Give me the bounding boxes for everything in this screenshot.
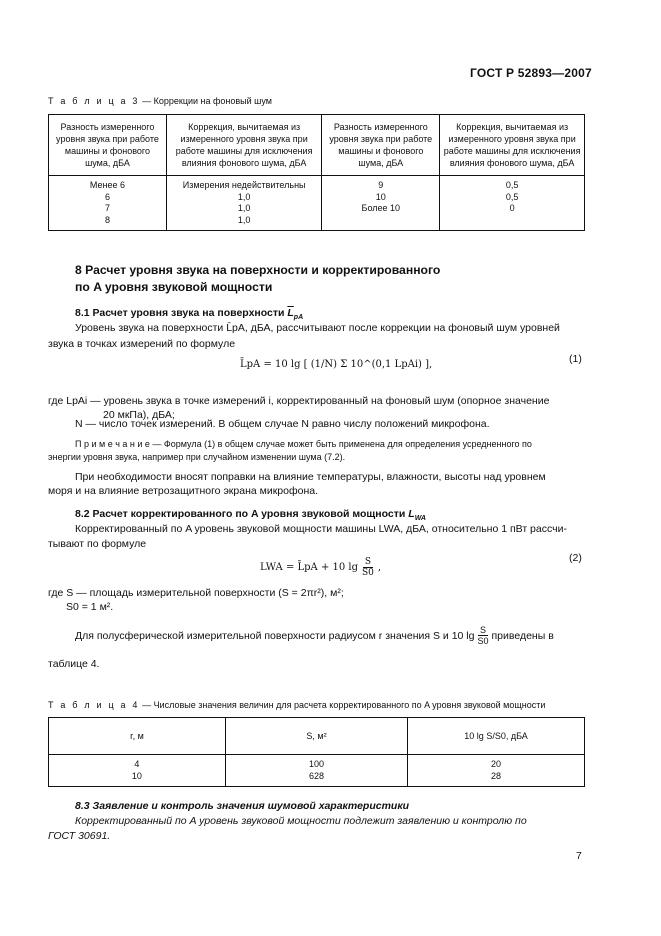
table3-header-cell: Коррекция, вычитаемая из измеренного уровня звука при работе машины для исключения влияния фонового шума, дБА — [166, 115, 321, 176]
s82-where-line1: где S — площадь измерительной поверхности (S = 2πr²), м²; — [48, 587, 344, 599]
table-cell: 100 — [308, 759, 324, 769]
s81-where-line1: где LpAi — уровень звука в точке измерений i, корректированный на фоновый шум (опорное значение — [48, 395, 550, 407]
table3 — [48, 114, 585, 231]
formula-2-tail: , — [377, 562, 382, 573]
page-number: 7 — [576, 850, 582, 862]
formula-2-lhs: LWA = L̄pA + 10 lg — [260, 562, 359, 573]
s82-paragraph2-line2: таблице 4. — [48, 658, 100, 670]
formula-2-number: (2) — [569, 552, 582, 564]
s81-paragraph1-line1: Уровень звука на поверхности L̄pA, дБА, рассчитывают после коррекции на фоновый шум уровней — [75, 322, 560, 334]
table4-header-row — [49, 718, 585, 755]
formula-2-numerator: S — [364, 557, 372, 567]
table3-header-cell: Разность измеренного уровня звука при работе машины и фонового шума, дБА — [49, 115, 167, 176]
s82-heading — [75, 508, 426, 523]
s81-paragraph1-line2: звука в точках измерений по формуле — [48, 338, 236, 350]
table4-caption-label: Т а б л и ц а 4 — [48, 700, 140, 710]
table-cell: 1,0 — [237, 203, 251, 213]
table4-caption — [48, 700, 545, 710]
table4-header-cell: r, м — [49, 718, 226, 755]
table-cell: 28 — [491, 770, 502, 781]
table-cell: Менее 6 — [89, 180, 125, 190]
s82-heading-symbol: L — [408, 508, 415, 520]
s81-note-line2: энергии уровня звука, например при случайном изменении шума (7.2). — [48, 452, 346, 462]
s82-paragraph1-line2: тывают по формуле — [48, 538, 147, 550]
s81-heading — [75, 307, 304, 322]
formula-1-number: (1) — [569, 353, 582, 365]
table-cell: 9 — [378, 180, 384, 190]
s83-heading: 8.3 Заявление и контроль значения шумовой характеристики — [75, 800, 410, 812]
table-cell: 628 — [308, 770, 324, 781]
table3-header-row — [49, 115, 585, 176]
table4-header-cell: S, м² — [225, 718, 407, 755]
table-cell: 0 — [509, 203, 515, 213]
table4-header-cell: 10 lg S/S0, дБА — [408, 718, 585, 755]
formula-2 — [260, 557, 381, 578]
table-cell: 6 — [104, 191, 110, 202]
table-cell: 0,5 — [505, 191, 519, 202]
s83-paragraph-line2: ГОСТ 30691. — [48, 830, 111, 842]
table4-caption-text: — Числовые значения величин для расчета корректированного по A уровня звуковой мощности — [142, 700, 546, 710]
s83-paragraph-line1: Корректированный по A уровень звуковой мощности подлежит заявлению и контролю по — [75, 815, 527, 827]
s82-inline-fraction — [477, 625, 488, 646]
s81-note-line1: П р и м е ч а н и е — Формула (1) в общем случае может быть применена для определения усредненного по — [75, 439, 532, 449]
s81-paragraph2-line1: При необходимости вносят поправки на влияние температуры, влажности, высоты над уровнем — [75, 471, 546, 483]
s82-heading-sub: WA — [414, 515, 426, 523]
s81-paragraph2-line2: моря и на влияние ветрозащитного экрана микрофона. — [48, 485, 319, 497]
s81-where-line3: N — число точек измерений. В общем случае N равно числу положений микрофона. — [75, 418, 490, 430]
s82-inline-denominator: S0 — [477, 636, 489, 646]
s81-heading-sub: pA — [293, 314, 304, 322]
formula-2-fraction — [362, 557, 374, 578]
table-cell: 7 — [104, 203, 110, 213]
s81-heading-symbol: $\overline{L}$ — [287, 307, 294, 319]
table3-caption — [48, 96, 272, 106]
s82-paragraph2-part2: приведены в — [491, 629, 554, 642]
s81-heading-text: 8.1 Расчет уровня звука на поверхности — [75, 307, 288, 319]
table3-caption-label: Т а б л и ц а 3 — [48, 96, 140, 106]
table-cell: 0,5 — [505, 180, 519, 190]
formula-1: L̄pA = 10 lg [ (1/N) Σ 10^(0,1 LpAi) ], — [240, 359, 433, 370]
table3-col4 — [440, 176, 585, 231]
section8-heading-line1: 8 Расчет уровня звука на поверхности и корректированного — [75, 263, 441, 277]
s82-inline-numerator: S — [479, 625, 486, 635]
table3-col2 — [166, 176, 321, 231]
table3-caption-text: — Коррекции на фоновый шум — [142, 96, 272, 106]
s82-paragraph1-line1: Корректированный по A уровень звуковой мощности машины LWA, дБА, относительно 1 пВт рассчи- — [75, 523, 567, 535]
section8-heading — [75, 262, 440, 296]
table3-header-cell: Коррекция, вычитаемая из измеренного уровня звука при работе машины для исключения влияния фонового шума, дБА — [440, 115, 585, 176]
table-cell: 1,0 — [237, 191, 251, 202]
s82-where-line2: S0 = 1 м². — [66, 601, 114, 613]
formula-2-denominator: S0 — [362, 568, 374, 578]
s82-heading-text: 8.2 Расчет корректированного по A уровня звуковой мощности — [75, 508, 409, 520]
table-cell: 10 — [131, 770, 142, 781]
table3-col3 — [322, 176, 440, 231]
table4-col-s — [225, 755, 407, 787]
table3-header-cell: Разность измеренного уровня звука при работе машины и фонового шума, дБА — [322, 115, 440, 176]
section8-heading-line2: по A уровня звуковой мощности — [75, 280, 273, 294]
table3-col1 — [49, 176, 167, 231]
table-cell: 4 — [134, 759, 140, 769]
table4-col-lg — [408, 755, 585, 787]
s82-paragraph2-part1: Для полусферической измерительной поверхности радиусом r значения S и 10 lg — [75, 629, 475, 642]
s81-where-line2: 20 мкПа), дБА; — [103, 409, 175, 421]
table4-col-r — [49, 755, 226, 787]
table-cell: Измерения недействительны — [182, 180, 306, 190]
table-row — [49, 755, 585, 787]
table4 — [48, 717, 585, 787]
table-cell: 20 — [491, 759, 502, 769]
table-cell: 8 — [104, 214, 110, 225]
s82-paragraph2-line1 — [75, 625, 554, 646]
table-cell: Более 10 — [361, 203, 401, 213]
table-cell: 10 — [375, 191, 386, 202]
document-code: ГОСТ Р 52893—2007 — [470, 66, 592, 80]
table-row — [49, 176, 585, 231]
table-cell: 1,0 — [237, 214, 251, 225]
